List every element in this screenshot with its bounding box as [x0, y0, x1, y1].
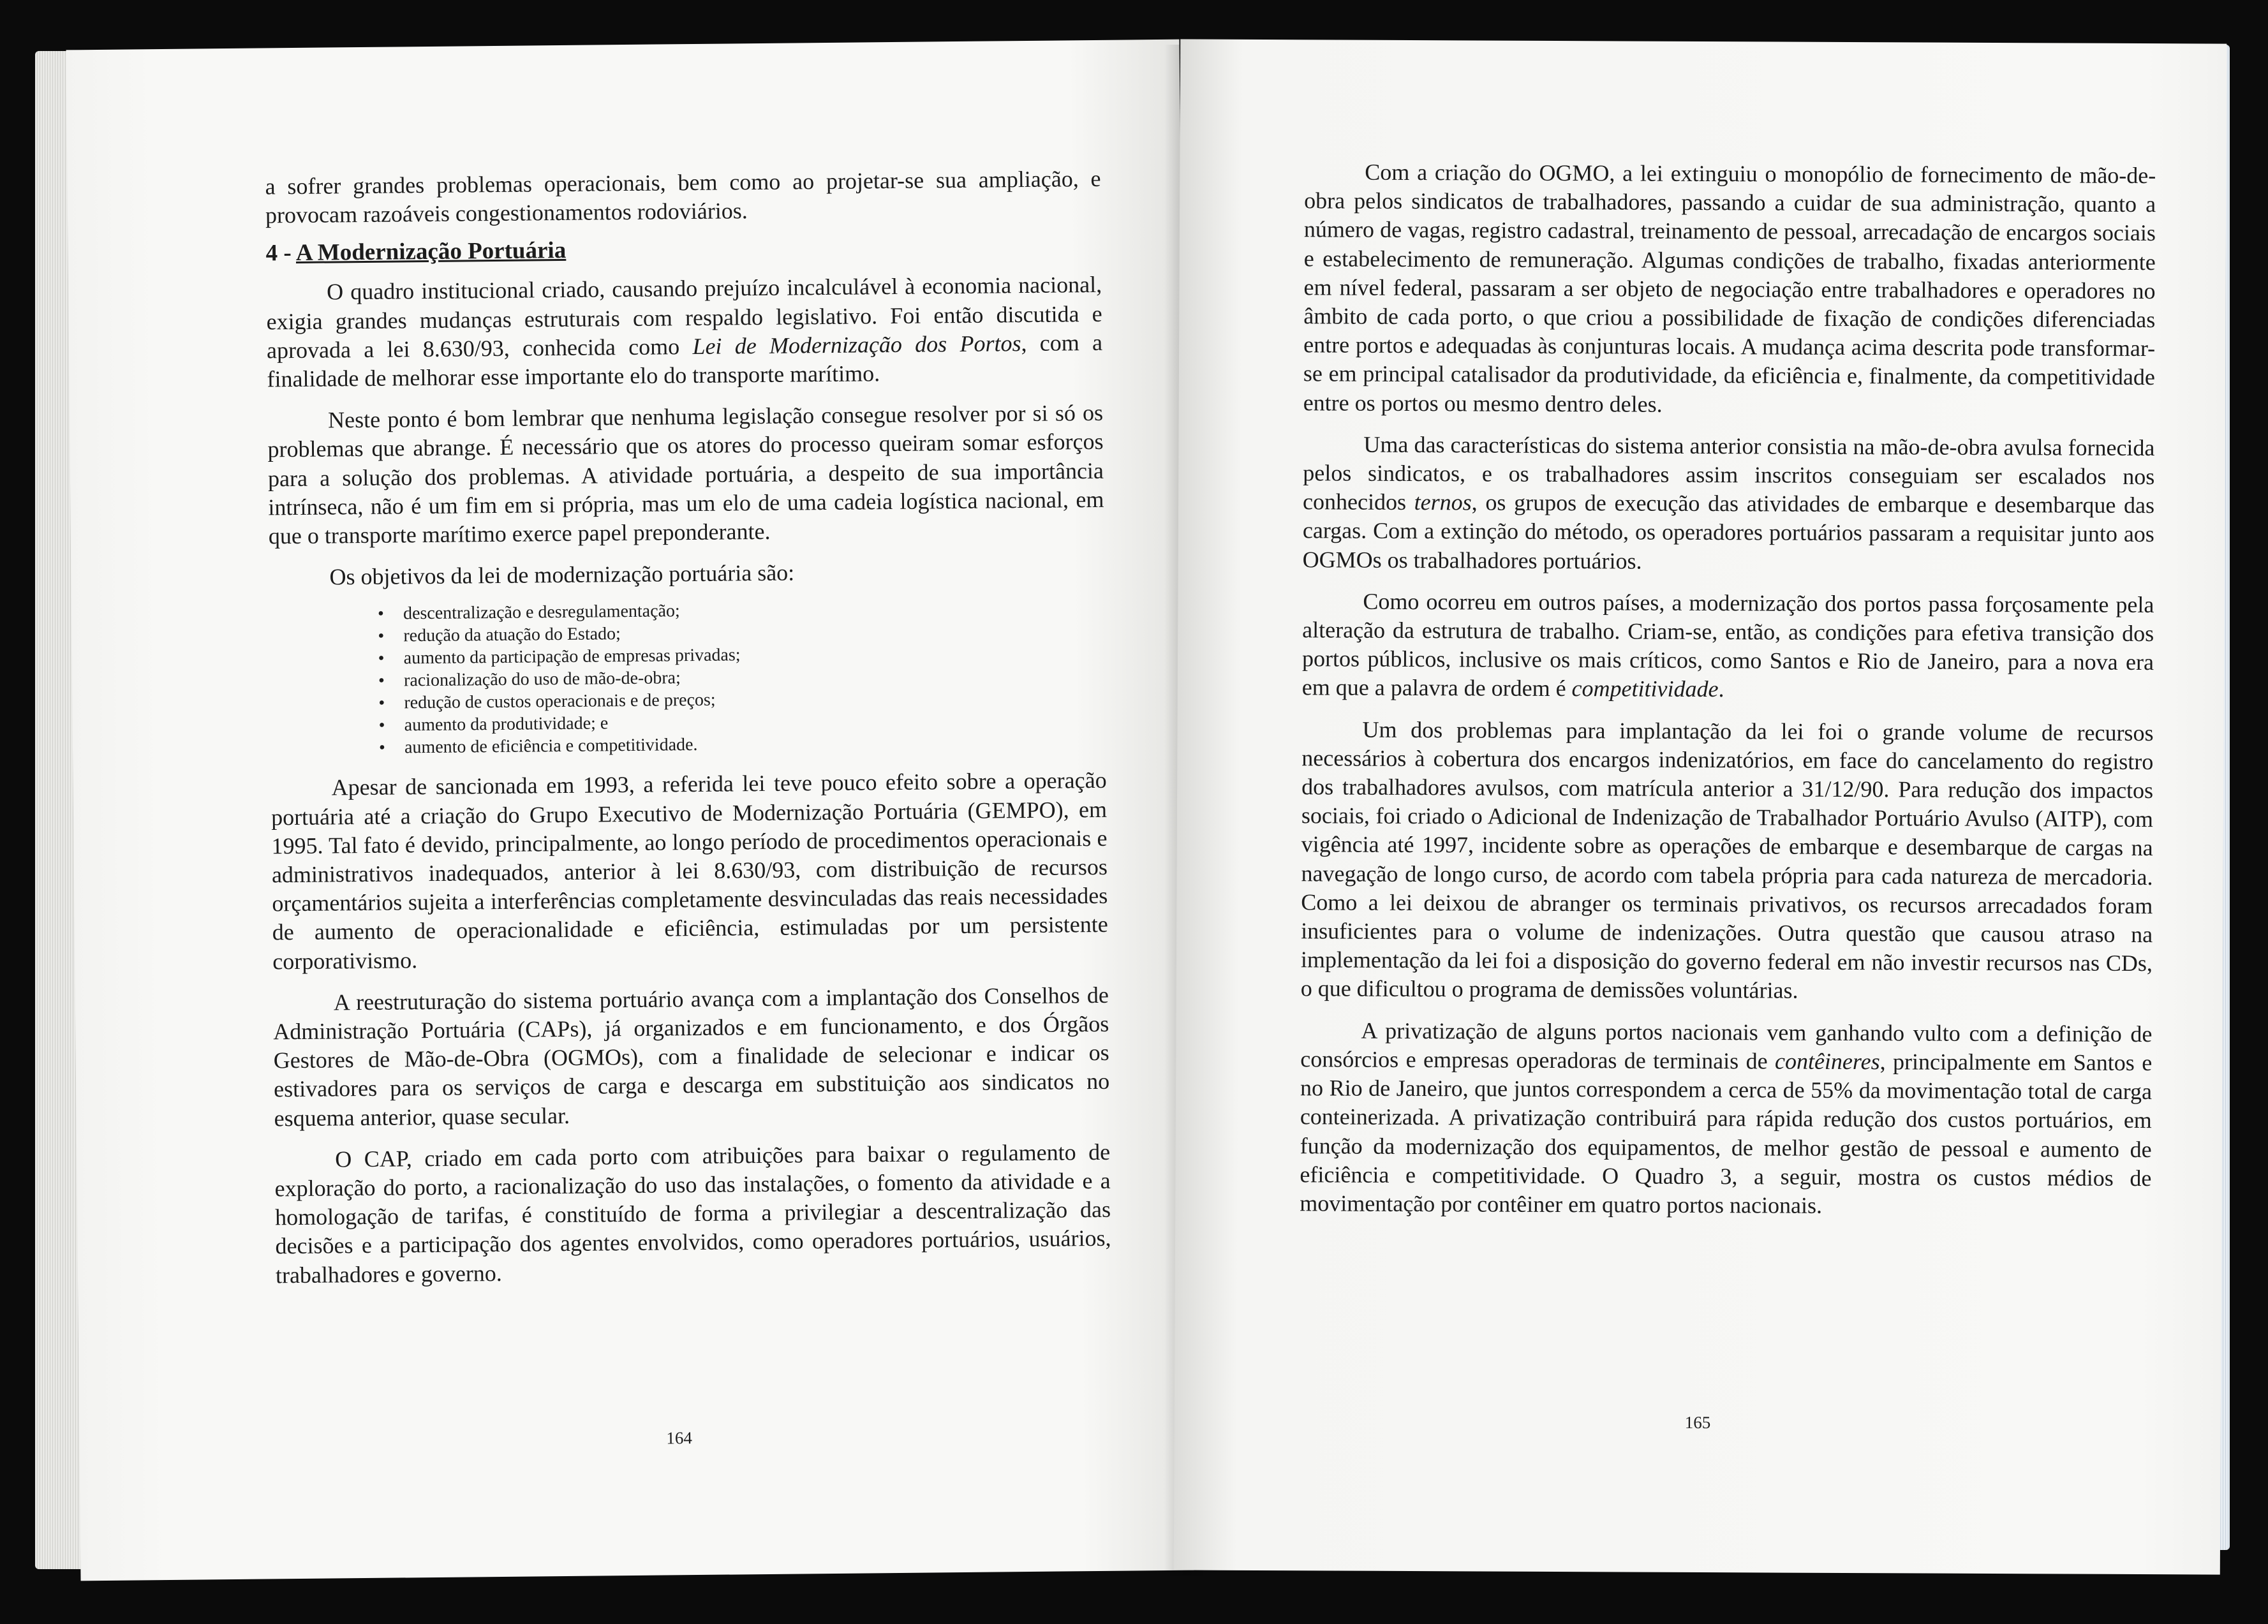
paragraph-text: , com a finalidade de melhorar esse importante elo do transporte marítimo. [267, 329, 1103, 392]
paragraph: A reestruturação do sistema portuário avança com a implantação dos Conselhos de Administração Portuária (CAPs), já organizados e em funcionamento, e dos Órgãos Gestores de Mão-de-Obra (OGMOs), com a finalidade de selecionar e indicar os estivadores para os serviços de carga e descarga em substituição aos sindicatos no esquema anterior, quase secular. [273, 982, 1110, 1132]
left-page [66, 40, 1194, 1581]
list-item: • redução da atuação do Estado; [378, 618, 1105, 647]
paragraph [1303, 430, 2155, 578]
paragraph [1300, 1016, 2152, 1222]
paragraph-text: , principalmente em Santos e no Rio de Janeiro, que juntos correspondem a cerca de 55% da movimentação total de carga conteinerizada. A privatização contribuirá para rápida redução dos custos portuários, em função da modernização dos equipamentos, de melhor gestão de pessoal e aumento de eficiência e competitividade. O Quadro 3, a seguir, mostra os custos médios de movimentação por contêiner em quatro portos nacionais. [1300, 1049, 2153, 1218]
emphasis-term: competitividade [1571, 675, 1719, 702]
paragraph: Um dos problemas para implantação da lei foi o grande volume de recursos necessários à cobertura dos encargos indenizatórios, em face do cancelamento do registro dos trabalhadores avulsos, com matrícula anterior a 31/12/90. Para redução dos impactos sociais, foi criado o Adicional de Indenização de Trabalhador Portuário Avulso (AITP), com vigência até 1997, incidente sobre as operações de embarque e desembarque de cargas na navegação de longo curso, de acordo com tabela própria para cada natureza de mercadoria. Como a lei deixou de abranger os terminais privativos, os recursos arrecadados foram insuficientes para o volume de indenizações. Outra questão que causou atraso na implementação da lei foi a disposição do governo federal em não investir recursos nas CDs, o que dificultou o programa de demissões voluntárias. [1300, 716, 2154, 1004]
list-item: • descentralização e desregulamentação; [378, 596, 1105, 625]
right-page [1174, 39, 2227, 1574]
heading-title: A Modernização Portuária [295, 237, 567, 267]
emphasis-term: contêineres [1774, 1048, 1880, 1075]
left-text-column [265, 165, 1111, 1290]
paragraph-text: Uma das características do sistema anterior consistia na mão-de-obra avulsa fornecida pelos sindicatos, e os trabalhadores assim inscritos conseguiam ser escalados nos conhecidos [1302, 431, 2155, 515]
paragraph: O CAP, criado em cada porto com atribuições para baixar o regulamento de exploração do porto, a racionalização do uso das instalações, o fomento da atividade e a homologação de tarifas, é constituído de forma a privilegiar a descentralização das decisões e a participação dos agentes envolvidos, como operadores portuários, usuários, trabalhadores e governo. [274, 1139, 1111, 1288]
paragraph: Os objetivos da lei de modernização portuária são: [329, 559, 795, 590]
list-item: • redução de custos operacionais e de preços; [378, 685, 1106, 714]
list-item: • racionalização do uso de mão-de-obra; [378, 663, 1106, 692]
objectives-list [378, 596, 1106, 759]
paragraph [266, 270, 1103, 394]
heading-number: 4 - [265, 240, 297, 267]
paragraph-text: , os grupos de execução das atividades de embarque e desembarque das cargas. Com a extinção do método, os operadores portuários passaram a requisitar junto aos OGMOs os trabalhadores portuários. [1302, 489, 2155, 574]
section-heading [265, 231, 1101, 269]
paragraph-text: A privatização de alguns portos nacionais vem ganhando vulto com a definição de consórcios e empresas operadoras de terminais de [1300, 1017, 2153, 1074]
paragraph: Com a criação do OGMO, a lei extinguiu o monopólio de fornecimento de mão-de-obra pelos sindicatos de trabalhadores, passando a cuidar de sua administração, quanto a número de vagas, registro cadastral, treinamento de pessoal, arrecadação de encargos sociais e estabelecimento de remuneração. Algumas condições de trabalho, fixadas anteriormente em nível federal, passaram a ser objeto de negociação entre trabalhadores e operadores no âmbito de cada porto, o que criou a possibilidade de fixação de condições diferenciadas entre portos e adequadas às conjunturas locais. A mudança acima descrita pode transformar-se em principal catalisador da produtividade, da eficiência e, finalmente, da competitividade entre os portos ou mesmo dentro deles. [1303, 159, 2156, 417]
right-text-column [1300, 158, 2156, 1222]
paragraph: Neste ponto é bom lembrar que nenhuma legislação consegue resolver por si só os problemas que abrange. É necessário que os atores do processo queiram somar esforços para a solução dos problemas. A atividade portuária, a despeito de sua importância intrínseca, não é um fim em si própria, mas um elo de uma cadeia logística nacional, em que o transporte marítimo exerce papel preponderante. [267, 400, 1104, 549]
book-spread [35, 45, 2230, 1582]
list-item: • aumento de eficiência e competitividade. [379, 730, 1106, 759]
paragraph-text: Como ocorreu em outros países, a modernização dos portos passa forçosamente pela alteração da estrutura de trabalho. Criam-se, então, as condições para efetiva transição dos portos públicos, inclusive os mais críticos, como Santos e Rio de Janeiro, para a nova era em que a palavra de ordem é [1301, 588, 2154, 702]
paragraph-text: O quadro institucional criado, causando prejuízo incalculável à economia nacional, exigia grandes mudanças estruturais com respaldo legislativo. Foi então discutida e aprovada a lei 8.630/93, conhecida como [266, 272, 1102, 364]
list-item: • aumento da produtividade; e [379, 707, 1106, 737]
page-number: 164 [666, 1428, 693, 1448]
emphasis-term: ternos [1414, 489, 1472, 515]
paragraph-text: . [1718, 676, 1724, 702]
list-item: • aumento da participação de empresas privadas; [378, 640, 1106, 670]
paragraph: a sofrer grandes problemas operacionais, bem como ao projetar-se sua ampliação, e provocam razoáveis congestionamentos rodoviários. [265, 165, 1101, 228]
page-number: 165 [1684, 1412, 1711, 1433]
law-name: Lei de Modernização dos Portos [692, 330, 1021, 359]
paragraph [1302, 587, 2154, 706]
paragraph: Apesar de sancionada em 1993, a referida lei teve pouco efeito sobre a operação portuária até a criação do Grupo Executivo de Modernização Portuária (GEMPO), em 1995. Tal fato é devido, principalmente, ao longo período de procedimentos operacionais e administrativos inadequados, anterior à lei 8.630/93, com distribuição de recursos orçamentários sujeita a interferências completamente desvinculadas das reais necessidades de aumento de operacionalidade e eficiência, estimuladas por um persistente corporativismo. [271, 767, 1108, 975]
